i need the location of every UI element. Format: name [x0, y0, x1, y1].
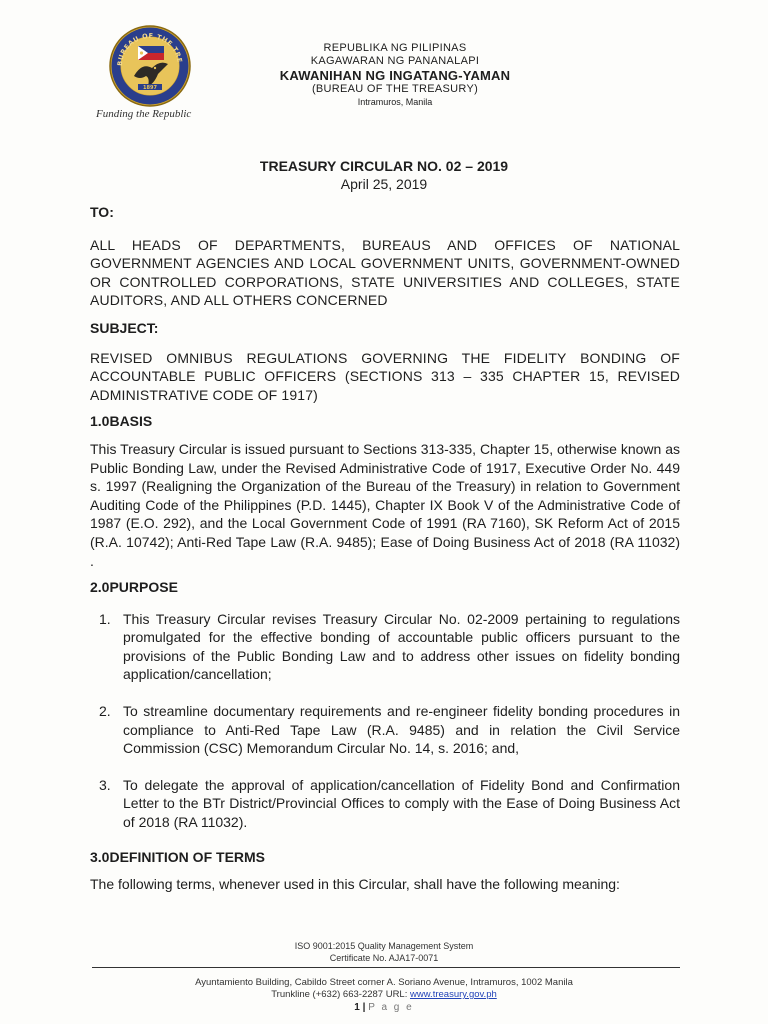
circular-number: TREASURY CIRCULAR NO. 02 – 2019	[259, 158, 509, 174]
page-label: P a g e	[368, 1002, 414, 1013]
footer-address: Ayuntamiento Building, Cabildo Street corner A. Soriano Avenue, Intramuros, 1002 Manila	[195, 977, 573, 988]
agency-line-bureau-english: (BUREAU OF THE TREASURY)	[311, 83, 479, 95]
list-item-text: To streamline documentary requirements and re-engineer fidelity bonding procedures in compliance to Anti-Red Tape Law (R.A. 9485) and in relation the Civil Service Commission (CSC) Memorandum Circular No. 14, s. 2016; and,	[123, 703, 680, 757]
subject-text: REVISED OMNIBUS REGULATIONS GOVERNING THE FIDELITY BONDING OF ACCOUNTABLE PUBLIC OFFICERS (SECTIONS 313 – 335 CHAPTER 15, REVISED ADMINISTRATIVE CODE OF 1917)	[90, 349, 680, 403]
iso-certification	[0, 940, 768, 964]
tagline: Funding the Republic	[96, 108, 192, 120]
section-basis-text: This Treasury Circular is issued pursuant to Sections 313-335, Chapter 15, otherwise known as Public Bonding Law, under the Revised Administrative Code of 1917, Executive Order No. 449 s. 1997 (Realigning the Organization of the Bureau of the Treasury) in relation to Government Auditing Code of the Philippines (P.D. 1445), Chapter IX Book V of the Administrative Code of 1987 (E.O. 292), and the Local Government Code of 1991 (RA 7160), SK Reform Act of 2015 (R.A. 10742); Anti-Red Tape Law (R.A. 9485); Ease of Doing Business Act of 2018 (RA 11032) .	[90, 440, 680, 569]
list-item	[90, 702, 680, 758]
treasury-website-link[interactable]: www.treasury.gov.ph	[410, 989, 497, 1000]
to-label: TO:	[90, 204, 114, 220]
purpose-list	[90, 610, 680, 832]
list-item-number: 3.	[99, 776, 111, 793]
section-definitions-text: The following terms, whenever used in this Circular, shall have the following meaning:	[90, 876, 620, 893]
list-item	[90, 610, 680, 684]
iso-line: ISO 9001:2015 Quality Management System	[294, 941, 474, 951]
section-basis-heading: 1.0BASIS	[90, 413, 153, 430]
agency-line-republic: REPUBLIKA NG PILIPINAS	[323, 42, 467, 54]
list-item-text: This Treasury Circular revises Treasury Circular No. 02-2009 pertaining to regulations promulgated for the effective bonding of accountable public officers pursuant to the provisions of the Public Bonding Law and to address other issues on fidelity bonding application/cancellation;	[123, 610, 680, 683]
iso-certificate-number: Certificate No. AJA17-0071	[329, 953, 439, 963]
footer-trunkline: Trunkline (+632) 663-2287 URL:	[271, 989, 408, 1000]
footer-address-block	[0, 977, 768, 1001]
agency-line-department: KAGAWARAN NG PANANALAPI	[310, 55, 480, 67]
page-number: 1	[354, 1002, 360, 1013]
seal-year: 1897	[143, 85, 157, 91]
list-item-number: 2.	[99, 703, 111, 720]
circular-date: April 25, 2019	[340, 176, 428, 192]
seal-text: BUREAU OF THE TRE	[115, 31, 184, 67]
footer-divider	[92, 967, 680, 968]
treasury-seal-icon	[108, 24, 192, 108]
list-item-number: 1.	[99, 610, 111, 627]
section-definitions-heading: 3.0DEFINITION OF TERMS	[90, 848, 266, 865]
agency-line-bureau: KAWANIHAN NG INGATANG-YAMAN	[279, 68, 511, 83]
footer-contact	[0, 989, 768, 1001]
to-recipients: ALL HEADS OF DEPARTMENTS, BUREAUS AND OFFICES OF NATIONAL GOVERNMENT AGENCIES AND LOCAL GOVERNMENT UNITS, GOVERNMENT-OWNED OR CONTROLLED CORPORATIONS, STATE UNIVERSITIES AND COLLEGES, STATE AUDITORS, AND ALL OTHERS CONCERNED	[90, 236, 680, 309]
agency-line-location: Intramuros, Manila	[357, 97, 433, 107]
list-item	[90, 776, 680, 832]
list-item-text: To delegate the approval of application/cancellation of Fidelity Bond and Confirmation Letter to the BTr District/Provincial Offices to comply with the Ease of Doing Business Act of 2018 (RA 11032).	[123, 776, 680, 831]
agency-header	[230, 42, 560, 109]
circular-title-block	[0, 157, 768, 194]
subject-label: SUBJECT:	[90, 319, 159, 336]
section-purpose-heading: 2.0PURPOSE	[90, 579, 178, 596]
circular-body	[90, 203, 680, 894]
page-separator: |	[362, 1002, 366, 1013]
page-number-indicator	[0, 1002, 768, 1013]
